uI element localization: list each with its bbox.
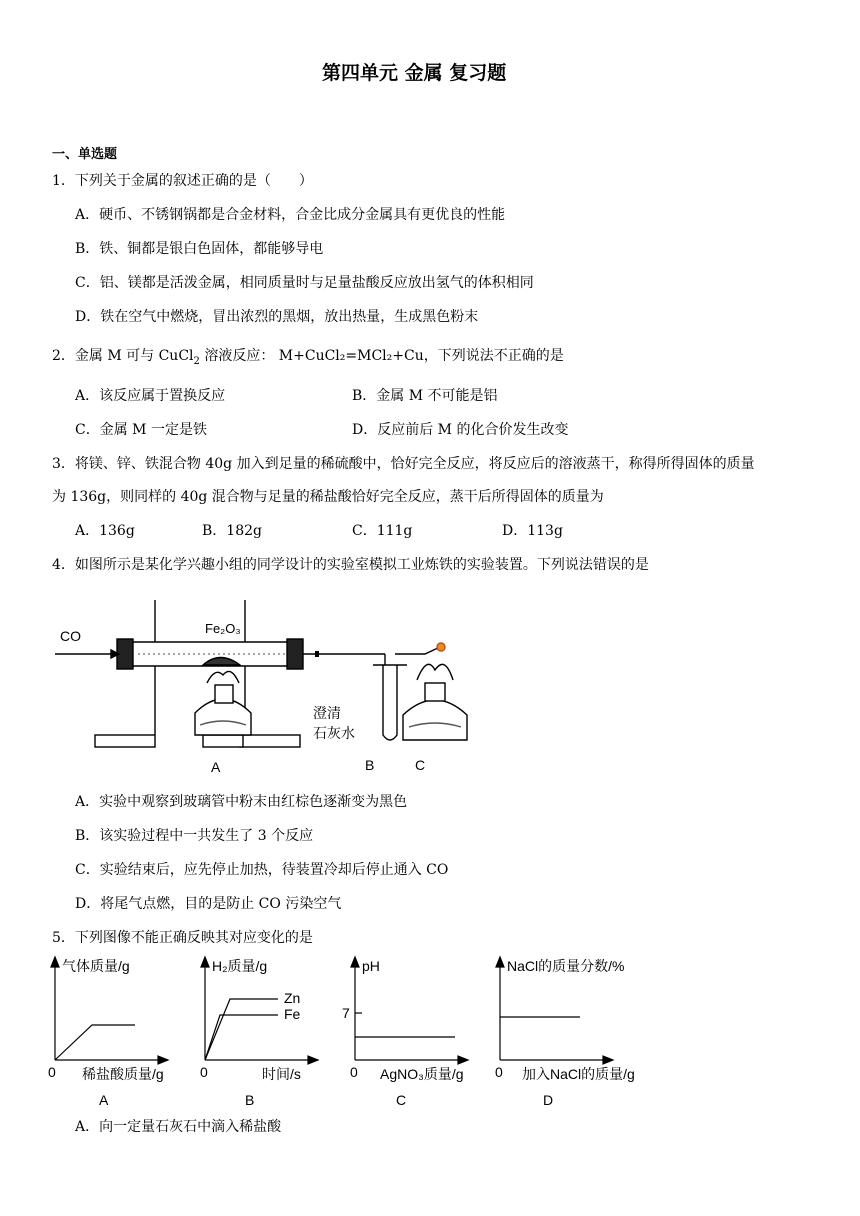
- question-2-stem-subscript: 2: [193, 355, 200, 367]
- question-2-stem-text: 2．金属 M 可与 CuCl: [52, 348, 194, 364]
- question-5-option-a: A．向一定量石灰石中滴入稀盐酸: [75, 1119, 282, 1135]
- question-3-stem-line1: 3．将镁、锌、铁混合物 40g 加入到足量的稀硫酸中，恰好完全反应，将反应后的溶液蒸干，称得所得固体的质量: [52, 456, 755, 472]
- graph-c-xlabel: AgNO₃质量/g: [380, 1066, 464, 1082]
- question-5-graphs: [40, 955, 680, 1115]
- graph-c-ytick: 7: [342, 1005, 350, 1021]
- figure-label-a: A: [211, 759, 221, 775]
- graph-d-caption: D: [543, 1092, 554, 1108]
- question-1-option-c: C．铝、镁都是活泼金属，相同质量时与足量盐酸反应放出氢气的体积相同: [75, 275, 534, 291]
- graph-c-caption: C: [396, 1092, 407, 1108]
- page-title: 第四单元 金属 复习题: [322, 62, 507, 84]
- question-4-option-b: B．该实验过程中一共发生了 3 个反应: [75, 828, 314, 844]
- question-2-option-a: A．该反应属于置换反应: [75, 388, 226, 404]
- graph-b-ylabel: H₂质量/g: [212, 958, 268, 974]
- limewater-label-line1: 澄清: [313, 705, 341, 721]
- graph-a-xlabel: 稀盐酸质量/g: [82, 1066, 164, 1082]
- graph-c-origin: 0: [350, 1064, 358, 1080]
- question-3-option-d: D．113g: [502, 523, 563, 539]
- question-2-option-b: B．金属 M 不可能是铝: [352, 388, 498, 404]
- graph-d-ylabel: NaCl的质量分数/%: [507, 958, 625, 974]
- question-2-option-d: D．反应前后 M 的化合价发生改变: [352, 422, 569, 438]
- graph-b-xlabel: 时间/s: [262, 1066, 301, 1082]
- question-1-stem: 1．下列关于金属的叙述正确的是（ ）: [52, 173, 313, 189]
- question-4-option-d: D．将尾气点燃，目的是防止 CO 污染空气: [75, 896, 342, 912]
- question-3-option-b: B．182g: [202, 523, 262, 539]
- question-4-option-c: C．实验结束后，应先停止加热，待装置冷却后停止通入 CO: [75, 862, 449, 878]
- question-2-option-c: C．金属 M 一定是铁: [75, 422, 207, 438]
- co-label: CO: [60, 628, 81, 644]
- graph-d-origin: 0: [495, 1064, 503, 1080]
- question-3-stem-line2: 为 136g，则同样的 40g 混合物与足量的稀盐酸恰好完全反应，蒸干后所得固体的质量为: [52, 489, 604, 505]
- section-heading: 一、单选题: [52, 147, 118, 162]
- question-4-option-a: A．实验中观察到玻璃管中粉末由红棕色逐渐变为黑色: [75, 794, 408, 810]
- fe2o3-label: Fe₂O₃: [205, 621, 241, 636]
- ironmaking-apparatus-figure: [55, 595, 495, 780]
- figure-label-b: B: [365, 757, 375, 773]
- graph-a-origin: 0: [48, 1064, 56, 1080]
- question-2-stem-mid: 溶液反应：: [199, 348, 275, 364]
- graph-d-xlabel: 加入NaCl的质量/g: [522, 1066, 635, 1082]
- question-5-stem: 5．下列图像不能正确反映其对应变化的是: [52, 930, 313, 946]
- question-2-stem-end: ，下列说法不正确的是: [423, 348, 564, 364]
- question-2-stem: [52, 347, 564, 371]
- graph-c-ylabel: pH: [362, 958, 380, 974]
- question-1-option-d: D．铁在空气中燃烧，冒出浓烈的黑烟，放出热量，生成黑色粉末: [75, 309, 479, 325]
- question-4-stem: 4．如图所示是某化学兴趣小组的同学设计的实验室模拟工业炼铁的实验装置。下列说法错误的是: [52, 557, 649, 573]
- graph-b-caption: B: [245, 1092, 255, 1108]
- graph-a-caption: A: [99, 1092, 109, 1108]
- limewater-label-line2: 石灰水: [313, 725, 355, 741]
- question-2-equation: M+CuCl₂=MCl₂+Cu: [278, 348, 424, 364]
- graph-a-ylabel: 气体质量/g: [62, 958, 130, 974]
- question-3-option-c: C．111g: [352, 523, 413, 539]
- graph-b-zn-label: Zn: [284, 990, 301, 1006]
- graph-b-fe-label: Fe: [284, 1006, 301, 1022]
- graph-b-origin: 0: [200, 1064, 208, 1080]
- question-3-option-a: A．136g: [75, 523, 135, 539]
- question-1-option-b: B．铁、铜都是银白色固体，都能够导电: [75, 241, 324, 257]
- figure-label-c: C: [415, 757, 426, 773]
- question-1-option-a: A．硬币、不锈钢锅都是合金材料，合金比成分金属具有更优良的性能: [75, 207, 506, 223]
